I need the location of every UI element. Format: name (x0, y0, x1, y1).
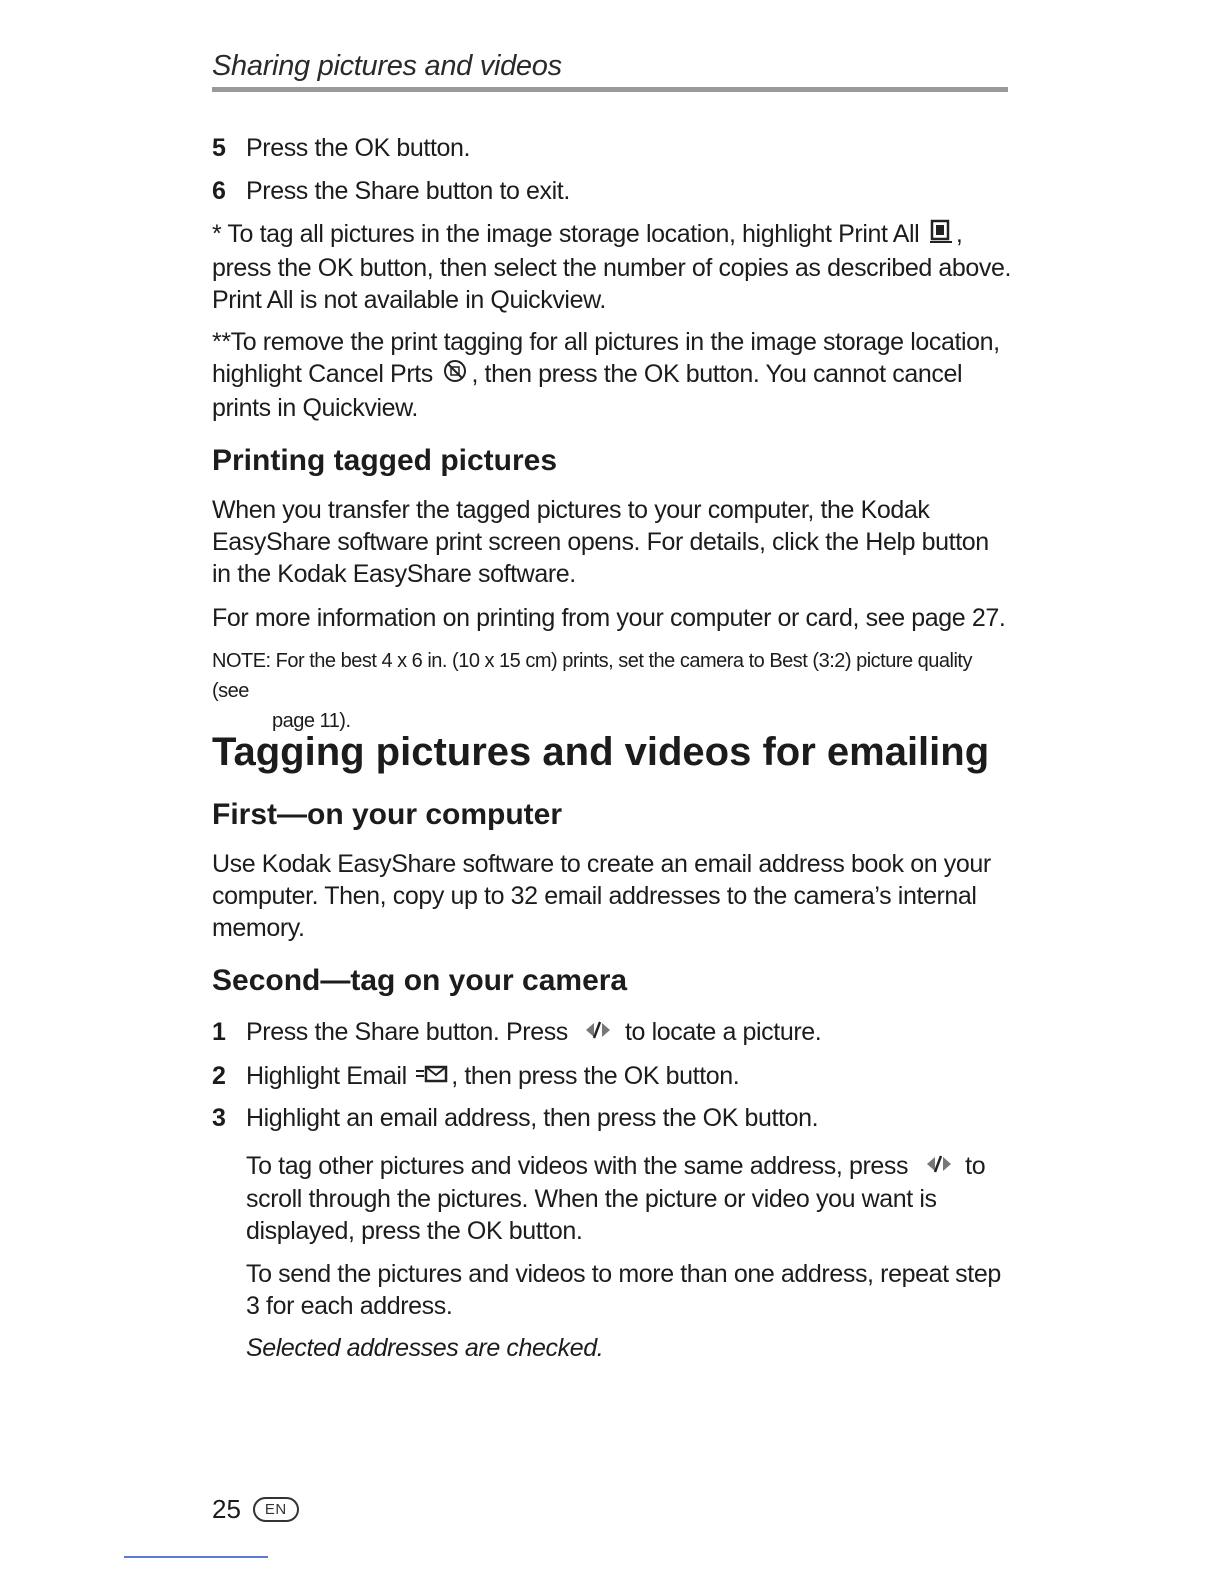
page-footer (212, 1494, 299, 1525)
language-badge: EN (253, 1497, 299, 1522)
first-paragraph: Use Kodak EasyShare software to create an email address book on your computer. Then, copy up to 32 email addresses to the camera’s internal memory. (212, 850, 991, 942)
printing-paragraph-2: For more information on printing from your computer or card, see page 27. (212, 604, 1006, 632)
footnote-print-all: * To tag all pictures in the image storage location, highlight Print All , press the OK button, then select the number of copies as described above. Print All is not available in Quickview. (212, 220, 1012, 315)
bottom-rule (124, 1556, 268, 1558)
step-3-detail-2: To send the pictures and videos to more than one address, repeat step 3 for each address. (246, 1260, 1001, 1320)
step-3-detail-1: To tag other pictures and videos with the same address, press to scroll through the pictures. When the picture or video you want is displayed, press the OK button. (246, 1152, 986, 1246)
printing-note: NOTE: For the best 4 x 6 in. (10 x 15 cm) prints, set the camera to Best (3:2) picture quality (see page 11). (212, 650, 972, 732)
heading-tagging-emailing: Tagging pictures and videos for emailing (212, 730, 990, 774)
manual-page (212, 0, 1012, 1584)
step-text: Press the Share button to exit. (246, 177, 570, 205)
printing-paragraph-1: When you transfer the tagged pictures to your computer, the Kodak EasyShare software print screen opens. For details, click the Help button in the Kodak EasyShare software. (212, 496, 989, 588)
step-number: 5 (212, 134, 226, 162)
cancel-prints-icon (441, 358, 469, 392)
email-step-3: 3 Highlight an email address, then press the OK button. (212, 1104, 819, 1132)
footnote-cancel-prints: **To remove the print tagging for all pictures in the image storage location, highlight Cancel Prts , then press the OK button. You cannot cancel prints in Quickview. (212, 328, 1000, 423)
step-5 (212, 132, 470, 164)
heading-first-computer: First—on your computer (212, 798, 563, 831)
running-header: Sharing pictures and videos (212, 50, 1008, 92)
left-right-arrows-icon (917, 1151, 957, 1183)
email-step-1: 1 Press the Share button. Press to locate a picture. (212, 1016, 821, 1049)
email-icon (415, 1061, 449, 1093)
email-step-2: 2 Highlight Email , then press the OK button. (212, 1060, 739, 1093)
step-text: Press the OK button. (246, 134, 471, 162)
step-3-detail-3: Selected addresses are checked. (246, 1334, 604, 1362)
left-right-arrows-icon (576, 1017, 616, 1049)
heading-second-camera: Second—tag on your camera (212, 964, 628, 997)
page-number: 25 (212, 1494, 241, 1524)
heading-printing-tagged: Printing tagged pictures (212, 444, 558, 477)
step-6 (212, 175, 570, 207)
print-all-icon (928, 218, 954, 252)
step-number: 6 (212, 177, 226, 205)
